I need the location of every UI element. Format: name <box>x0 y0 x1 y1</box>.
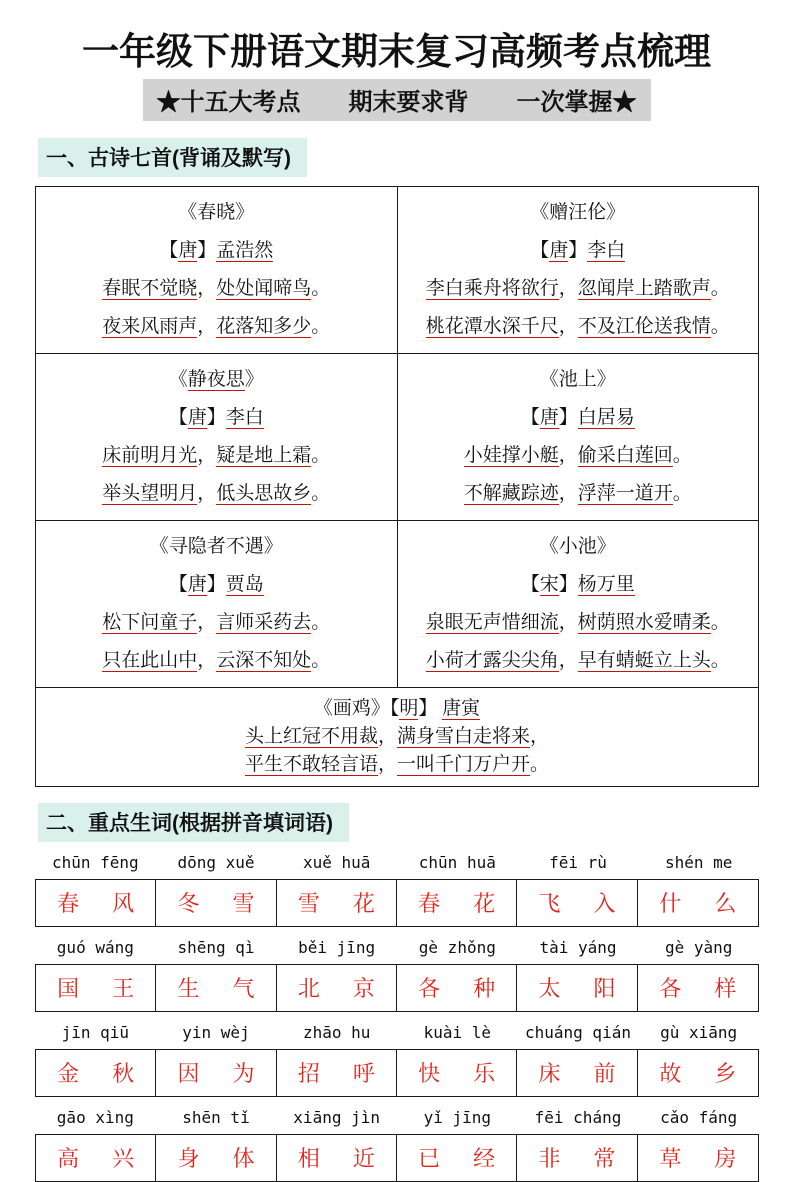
word-char: 春 <box>418 891 441 916</box>
poem-underlined-text: 唐寅 <box>442 698 481 719</box>
word-char: 太 <box>538 976 561 1001</box>
word-cell <box>156 1135 276 1181</box>
word-char: 春 <box>57 891 80 916</box>
poem-text: ， <box>558 612 578 633</box>
poem-text: ， <box>558 316 578 337</box>
word-char: 高 <box>57 1146 80 1171</box>
word-cell <box>156 880 276 926</box>
section-1-heading: 一、古诗七首(背诵及默写) <box>38 138 307 177</box>
poem-text: ， <box>530 726 550 747</box>
page-title: 一年级下册语文期末复习高频考点梳理 <box>82 31 711 72</box>
poem-text: 《池上》 <box>539 369 616 390</box>
poem-line <box>38 695 756 723</box>
poem-underlined-text: 小娃撑小艇 <box>463 445 559 466</box>
word-cell <box>397 965 517 1011</box>
poem-text: 《 <box>168 369 188 390</box>
word-char: 身 <box>177 1146 200 1171</box>
poem-text: 】 <box>197 240 217 261</box>
word-char: 床 <box>538 1061 561 1086</box>
word-char: 故 <box>659 1061 682 1086</box>
pinyin-cell: yin wèj <box>182 1022 250 1042</box>
poem-text: ， <box>558 483 578 504</box>
poem-underlined-text: 早有蜻蜓立上头 <box>577 650 711 671</box>
poem-underlined-text: 浮萍一道开 <box>577 483 673 504</box>
poem-underlined-text: 疑是地上霜 <box>216 445 312 466</box>
poem-line <box>400 270 757 308</box>
poem-underlined-text: 李白 <box>587 240 626 261</box>
poem-text: 。 <box>710 278 730 299</box>
pinyin-row <box>35 1102 759 1132</box>
poem-row <box>36 354 759 521</box>
word-cell <box>638 1050 758 1096</box>
pinyin-cell: shén me <box>664 852 733 872</box>
word-char: 招 <box>297 1061 320 1086</box>
poem-row <box>36 688 759 787</box>
pinyin-cell: xiāng jìn <box>293 1107 380 1127</box>
poem-line <box>38 232 395 270</box>
pinyin-cell: shēng qì <box>177 937 255 957</box>
poem-underlined-text: 明 <box>399 698 419 719</box>
poem-text: ， <box>558 445 578 466</box>
poem-text: 】 <box>206 407 226 428</box>
poem-underlined-text: 松下问童子 <box>102 612 198 633</box>
poem-underlined-text: 床前明月光 <box>102 445 198 466</box>
poem-text: 》 <box>244 369 264 390</box>
poem-underlined-text: 举头望明月 <box>102 483 198 504</box>
poem-line <box>38 751 756 779</box>
pinyin-cell: běi jīng <box>298 937 376 957</box>
poem-line <box>38 194 395 232</box>
poem-underlined-text: 孟浩然 <box>216 240 274 261</box>
poems-table <box>35 186 759 787</box>
banner-wrap <box>0 79 793 121</box>
poem-underlined-text: 宋 <box>539 574 559 595</box>
poem-text: 】 <box>558 574 578 595</box>
pinyin-cell: chūn fēng <box>51 852 139 872</box>
poem-underlined-text: 只在此山中 <box>102 650 198 671</box>
poem-underlined-text: 唐 <box>187 574 207 595</box>
poem-line <box>38 642 395 680</box>
poem-line <box>400 642 757 680</box>
poem-line <box>400 399 757 437</box>
poem-underlined-text: 静夜思 <box>187 369 245 390</box>
poems-table-body <box>36 187 759 787</box>
poem-text: ， <box>197 316 217 337</box>
word-cell <box>277 1135 397 1181</box>
poem-text: ， <box>558 278 578 299</box>
poem-underlined-text: 花落知多少 <box>216 316 312 337</box>
pinyin-cell: gāo xìng <box>56 1107 134 1127</box>
word-char: 乡 <box>714 1061 737 1086</box>
poem-line <box>38 399 395 437</box>
word-cell <box>638 1135 758 1181</box>
pinyin-cell: kuài lè <box>423 1022 492 1042</box>
word-char: 王 <box>112 976 135 1001</box>
word-row <box>35 964 759 1012</box>
word-char: 阳 <box>593 976 616 1001</box>
word-cell <box>156 965 276 1011</box>
pinyin-cell: zhāo hu <box>302 1022 371 1042</box>
poem-text: 。 <box>710 316 730 337</box>
poem-text: 。 <box>311 278 331 299</box>
poem-cell <box>36 187 398 354</box>
pinyin-cell: fēi cháng <box>534 1107 622 1127</box>
word-char: 因 <box>177 1061 200 1086</box>
word-char: 种 <box>473 976 496 1001</box>
word-cell <box>517 1135 637 1181</box>
poem-cell <box>36 354 398 521</box>
poem-underlined-text: 低头思故乡 <box>216 483 312 504</box>
poem-cell <box>397 354 759 521</box>
word-char: 金 <box>57 1061 80 1086</box>
pinyin-cell: guó wáng <box>56 937 134 957</box>
word-char: 已 <box>418 1146 441 1171</box>
poem-underlined-text: 满身雪白走将来 <box>397 726 531 747</box>
poem-underlined-text: 李白乘舟将欲行 <box>425 278 559 299</box>
poem-text: 《小池》 <box>539 536 616 557</box>
poem-text: 。 <box>311 445 331 466</box>
poem-line <box>38 361 395 399</box>
word-char: 气 <box>232 976 255 1001</box>
poem-line <box>400 308 757 346</box>
word-cell <box>36 1135 156 1181</box>
poem-line <box>38 604 395 642</box>
word-char: 体 <box>232 1146 255 1171</box>
poem-text: 【 <box>159 240 179 261</box>
poem-underlined-text: 杨万里 <box>577 574 635 595</box>
word-cell <box>36 1050 156 1096</box>
poem-line <box>38 475 395 513</box>
poem-underlined-text: 树荫照水爱晴柔 <box>577 612 711 633</box>
word-char: 京 <box>352 976 375 1001</box>
word-char: 近 <box>352 1146 375 1171</box>
pinyin-cell: gè zhǒng <box>418 937 496 957</box>
pinyin-cell: gù xiāng <box>660 1022 738 1042</box>
word-char: 国 <box>57 976 80 1001</box>
word-char: 风 <box>112 891 135 916</box>
word-row <box>35 1049 759 1097</box>
pinyin-row <box>35 1017 759 1047</box>
word-char: 雪 <box>297 891 320 916</box>
poem-line <box>400 194 757 232</box>
poem-line <box>38 437 395 475</box>
poem-cell <box>36 521 398 688</box>
poem-text: 。 <box>710 612 730 633</box>
poem-text: ， <box>197 612 217 633</box>
poem-underlined-text: 春眠不觉晓 <box>102 278 198 299</box>
word-cell <box>156 1050 276 1096</box>
poem-underlined-text: 头上红冠不用裁 <box>244 726 378 747</box>
pinyin-cell: cǎo fáng <box>660 1107 738 1127</box>
poem-text: 【 <box>520 574 540 595</box>
poem-underlined-text: 李白 <box>225 407 264 428</box>
word-cell <box>517 880 637 926</box>
poem-underlined-text: 一叫千门万户开 <box>397 754 531 775</box>
poem-line <box>38 270 395 308</box>
word-cell <box>36 880 156 926</box>
poem-text: 。 <box>710 650 730 671</box>
pinyin-cell: fēi rù <box>549 852 607 872</box>
poem-underlined-text: 云深不知处 <box>216 650 312 671</box>
word-char: 相 <box>297 1146 320 1171</box>
poem-underlined-text: 忽闻岸上踏歌声 <box>577 278 711 299</box>
poem-row <box>36 521 759 688</box>
word-char: 常 <box>593 1146 616 1171</box>
word-char: 非 <box>538 1146 561 1171</box>
poem-line <box>38 528 395 566</box>
word-char: 快 <box>418 1061 441 1086</box>
word-char: 飞 <box>538 891 561 916</box>
poem-underlined-text: 不及江伦送我情 <box>577 316 711 337</box>
poem-underlined-text: 小荷才露尖尖角 <box>425 650 559 671</box>
poem-text: 。 <box>311 612 331 633</box>
poem-text: 《画鸡》【 <box>313 698 400 719</box>
poem-text: 。 <box>311 650 331 671</box>
poem-text: 】 <box>568 240 588 261</box>
word-char: 呼 <box>352 1061 375 1086</box>
pinyin-cell: shēn tǐ <box>182 1107 250 1127</box>
poem-text: 【 <box>530 240 550 261</box>
word-char: 房 <box>714 1146 737 1171</box>
word-cell <box>397 880 517 926</box>
poem-underlined-text: 桃花潭水深千尺 <box>425 316 559 337</box>
word-row <box>35 1134 759 1182</box>
poem-row <box>36 187 759 354</box>
word-cell <box>397 1050 517 1096</box>
word-char: 么 <box>714 891 737 916</box>
poem-underlined-text: 不解藏踪迹 <box>463 483 559 504</box>
poem-text: 。 <box>530 754 550 775</box>
poem-text: ， <box>377 726 397 747</box>
poem-underlined-text: 处处闻啼鸟 <box>216 278 312 299</box>
word-cell <box>517 965 637 1011</box>
poem-underlined-text: 白居易 <box>577 407 635 428</box>
poem-line <box>38 566 395 604</box>
word-char: 生 <box>177 976 200 1001</box>
poem-underlined-text: 唐 <box>549 240 569 261</box>
poem-text: ， <box>197 650 217 671</box>
word-cell <box>638 880 758 926</box>
word-char: 兴 <box>112 1146 135 1171</box>
word-grid <box>35 847 759 1182</box>
word-cell <box>277 965 397 1011</box>
poem-text: 。 <box>311 316 331 337</box>
poem-cell <box>36 688 759 787</box>
pinyin-cell: dōng xuě <box>177 852 255 872</box>
word-char: 为 <box>232 1061 255 1086</box>
pinyin-cell: chuáng qián <box>525 1022 631 1042</box>
poem-underlined-text: 唐 <box>187 407 207 428</box>
poem-line <box>400 566 757 604</box>
word-cell <box>277 880 397 926</box>
pinyin-cell: jīn qiū <box>61 1022 130 1042</box>
pinyin-cell: yǐ jīng <box>423 1107 492 1127</box>
word-char: 冬 <box>177 891 200 916</box>
word-char: 秋 <box>112 1061 135 1086</box>
poem-underlined-text: 平生不敢轻言语 <box>244 754 378 775</box>
poem-text: ， <box>377 754 397 775</box>
poem-text: 。 <box>311 483 331 504</box>
word-char: 雪 <box>232 891 255 916</box>
pinyin-cell: gè yàng <box>664 937 733 957</box>
pinyin-cell: chūn huā <box>418 852 496 872</box>
word-cell <box>397 1135 517 1181</box>
poem-underlined-text: 泉眼无声惜细流 <box>425 612 559 633</box>
word-char: 前 <box>593 1061 616 1086</box>
word-cell <box>517 1050 637 1096</box>
word-char: 样 <box>714 976 737 1001</box>
poem-text: 【 <box>520 407 540 428</box>
poem-text: 】 <box>558 407 578 428</box>
poem-text: 【 <box>168 574 188 595</box>
poem-line <box>400 361 757 399</box>
pinyin-cell: xuě huā <box>302 852 371 872</box>
poem-line <box>400 604 757 642</box>
poem-line <box>38 308 395 346</box>
word-char: 北 <box>297 976 320 1001</box>
pinyin-cell: tài yáng <box>539 937 617 957</box>
poem-text: ， <box>197 445 217 466</box>
word-char: 花 <box>473 891 496 916</box>
poem-line <box>400 232 757 270</box>
poem-underlined-text: 言师采药去 <box>216 612 312 633</box>
poem-underlined-text: 夜来风雨声 <box>102 316 198 337</box>
word-char: 乐 <box>473 1061 496 1086</box>
poem-cell <box>397 521 759 688</box>
pinyin-row <box>35 847 759 877</box>
section-2-heading: 二、重点生词(根据拼音填词语) <box>38 803 349 842</box>
word-cell <box>277 1050 397 1096</box>
word-cell <box>36 965 156 1011</box>
poem-text: 。 <box>672 483 692 504</box>
exam-points-banner: ★十五大考点 期末要求背 一次掌握★ <box>143 79 651 121</box>
poem-text: 】 <box>418 698 443 719</box>
poem-text: 《赠汪伦》 <box>530 202 626 223</box>
poem-text: 《春晓》 <box>178 202 255 223</box>
poem-underlined-text: 贾岛 <box>225 574 264 595</box>
poem-text: 【 <box>168 407 188 428</box>
word-char: 草 <box>659 1146 682 1171</box>
poem-text: ， <box>558 650 578 671</box>
word-char: 花 <box>352 891 375 916</box>
poem-line <box>400 475 757 513</box>
poem-line <box>400 528 757 566</box>
poem-text: 。 <box>672 445 692 466</box>
poem-text: ， <box>197 483 217 504</box>
poem-text: ， <box>197 278 217 299</box>
poem-line <box>400 437 757 475</box>
word-char: 各 <box>418 976 441 1001</box>
poem-underlined-text: 唐 <box>178 240 198 261</box>
poem-underlined-text: 偷采白莲回 <box>577 445 673 466</box>
poem-text: 《寻隐者不遇》 <box>149 536 283 557</box>
word-char: 入 <box>593 891 616 916</box>
word-char: 什 <box>659 891 682 916</box>
poem-cell <box>397 187 759 354</box>
word-row <box>35 879 759 927</box>
poem-line <box>38 723 756 751</box>
word-cell <box>638 965 758 1011</box>
poem-text: 】 <box>206 574 226 595</box>
poem-underlined-text: 唐 <box>539 407 559 428</box>
word-char: 各 <box>659 976 682 1001</box>
pinyin-row <box>35 932 759 962</box>
word-char: 经 <box>473 1146 496 1171</box>
